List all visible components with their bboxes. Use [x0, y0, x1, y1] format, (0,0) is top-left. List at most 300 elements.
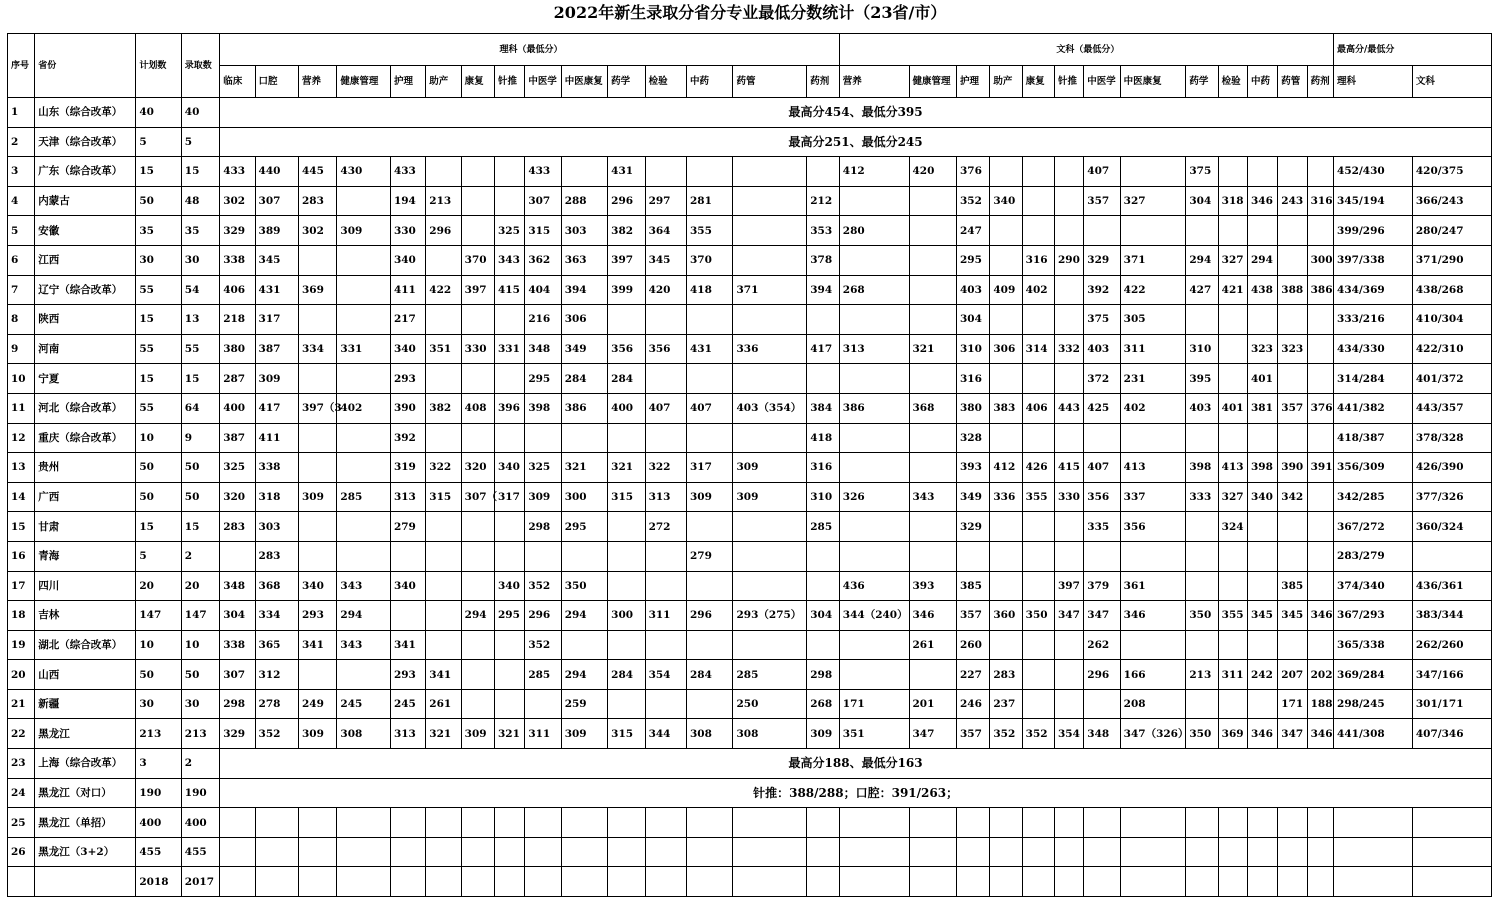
- arts-score: 344（240）: [839, 601, 909, 631]
- science-score: 341: [299, 630, 337, 660]
- arts-score: [956, 541, 989, 571]
- science-score: 279: [686, 541, 732, 571]
- arts-score: 409: [990, 275, 1022, 305]
- science-score: [525, 541, 561, 571]
- maxmin-score: 301/171: [1412, 689, 1491, 719]
- header-science-major: 药学: [608, 66, 645, 98]
- science-score: 217: [390, 305, 425, 335]
- science-score: 311: [525, 719, 561, 749]
- science-score: [461, 364, 494, 394]
- arts-score: [909, 186, 956, 216]
- arts-score: 340: [990, 186, 1022, 216]
- arts-score: 346: [909, 601, 956, 631]
- arts-score: [1022, 186, 1054, 216]
- row-admit: 50: [181, 660, 219, 690]
- science-score: [608, 512, 645, 542]
- science-score: 345: [645, 245, 686, 275]
- arts-score: [990, 541, 1022, 571]
- arts-score: [839, 245, 909, 275]
- arts-score: 357: [956, 719, 989, 749]
- maxmin-score: [1412, 867, 1491, 897]
- table-row: [8, 837, 1492, 867]
- science-score: 307（: [461, 482, 494, 512]
- science-score: [733, 186, 807, 216]
- science-score: [525, 808, 561, 838]
- science-score: 340: [390, 571, 425, 601]
- science-score: 343: [337, 630, 391, 660]
- arts-score: 330: [1054, 482, 1083, 512]
- row-plan: 30: [136, 245, 181, 275]
- science-score: 362: [525, 245, 561, 275]
- science-score: [807, 867, 840, 897]
- arts-score: 427: [1186, 275, 1218, 305]
- arts-score: 294: [1186, 245, 1218, 275]
- science-score: [686, 630, 732, 660]
- header-seq: 序号: [8, 34, 35, 98]
- science-score: 294: [561, 660, 607, 690]
- arts-score: [909, 660, 956, 690]
- arts-score: 316: [1307, 186, 1333, 216]
- science-score: 315: [608, 482, 645, 512]
- row-summary: 针推：388/288；口腔：391/263；: [220, 778, 1492, 808]
- science-score: [337, 275, 391, 305]
- science-score: 283: [299, 186, 337, 216]
- arts-score: [1186, 512, 1218, 542]
- maxmin-score: 314/284: [1334, 364, 1413, 394]
- table-row: [8, 127, 1492, 157]
- arts-score: 401: [1247, 364, 1277, 394]
- maxmin-score: 374/340: [1334, 571, 1413, 601]
- arts-score: 383: [990, 393, 1022, 423]
- table-row: [8, 541, 1492, 571]
- maxmin-score: 367/293: [1334, 601, 1413, 631]
- science-score: 349: [561, 334, 607, 364]
- arts-score: [1307, 305, 1333, 335]
- row-plan: 2018: [136, 867, 181, 897]
- science-score: [461, 541, 494, 571]
- science-score: 325: [220, 453, 255, 483]
- science-score: [337, 660, 391, 690]
- row-plan: 213: [136, 719, 181, 749]
- science-score: [299, 837, 337, 867]
- arts-score: [1186, 808, 1218, 838]
- science-score: 296: [525, 601, 561, 631]
- science-score: [645, 689, 686, 719]
- table-row: [8, 98, 1492, 128]
- arts-score: 349: [956, 482, 989, 512]
- row-plan: 10: [136, 423, 181, 453]
- arts-score: [990, 157, 1022, 187]
- science-score: 329: [220, 216, 255, 246]
- row-plan: 55: [136, 393, 181, 423]
- science-score: 348: [525, 334, 561, 364]
- arts-score: [839, 808, 909, 838]
- header-science-major: 临床: [220, 66, 255, 98]
- arts-score: 426: [1022, 453, 1054, 483]
- arts-score: 436: [839, 571, 909, 601]
- arts-score: [909, 364, 956, 394]
- arts-score: 407: [1084, 157, 1120, 187]
- header-science-major: 中药: [686, 66, 732, 98]
- arts-score: [1278, 245, 1307, 275]
- table-row: [8, 749, 1492, 779]
- science-score: 298: [525, 512, 561, 542]
- row-province: 宁夏: [35, 364, 136, 394]
- arts-score: 360: [990, 601, 1022, 631]
- maxmin-score: 399/296: [1334, 216, 1413, 246]
- row-admit: 9: [181, 423, 219, 453]
- arts-score: [1120, 630, 1186, 660]
- table-row: [8, 364, 1492, 394]
- science-score: 307: [220, 660, 255, 690]
- science-score: 295: [495, 601, 525, 631]
- arts-score: 202: [1307, 660, 1333, 690]
- arts-score: [1307, 867, 1333, 897]
- arts-score: 390: [1278, 453, 1307, 483]
- science-score: [525, 423, 561, 453]
- arts-score: 166: [1120, 660, 1186, 690]
- arts-score: [990, 630, 1022, 660]
- table-row: [8, 186, 1492, 216]
- arts-score: 346: [1120, 601, 1186, 631]
- science-score: [561, 423, 607, 453]
- science-score: 399: [608, 275, 645, 305]
- arts-score: [909, 423, 956, 453]
- science-score: 249: [299, 689, 337, 719]
- arts-score: [1022, 305, 1054, 335]
- science-score: 321: [561, 453, 607, 483]
- science-score: [390, 601, 425, 631]
- header-province: 省份: [35, 34, 136, 98]
- science-score: 302: [299, 216, 337, 246]
- science-score: [686, 157, 732, 187]
- row-province: 四川: [35, 571, 136, 601]
- science-score: 284: [686, 660, 732, 690]
- arts-score: 388: [1278, 275, 1307, 305]
- arts-score: 438: [1247, 275, 1277, 305]
- arts-score: 386: [839, 393, 909, 423]
- maxmin-score: 426/390: [1412, 453, 1491, 483]
- arts-score: [1247, 423, 1277, 453]
- row-plan: 50: [136, 186, 181, 216]
- science-score: [733, 808, 807, 838]
- maxmin-score: 283/279: [1334, 541, 1413, 571]
- arts-score: [1186, 689, 1218, 719]
- science-score: [495, 867, 525, 897]
- header-arts-major: 健康管理: [909, 66, 956, 98]
- science-score: 268: [807, 689, 840, 719]
- arts-score: [1022, 689, 1054, 719]
- arts-score: [1247, 837, 1277, 867]
- arts-score: 345: [1247, 601, 1277, 631]
- arts-score: 300: [1307, 245, 1333, 275]
- science-score: [337, 512, 391, 542]
- science-score: [807, 571, 840, 601]
- arts-score: [1278, 541, 1307, 571]
- science-score: 309: [299, 482, 337, 512]
- arts-score: 352: [956, 186, 989, 216]
- science-score: 355: [686, 216, 732, 246]
- arts-score: [1022, 660, 1054, 690]
- arts-score: [1218, 541, 1247, 571]
- science-score: [299, 453, 337, 483]
- row-plan: 190: [136, 778, 181, 808]
- row-seq: 13: [8, 453, 35, 483]
- science-score: 294: [461, 601, 494, 631]
- row-admit: 30: [181, 245, 219, 275]
- maxmin-score: 422/310: [1412, 334, 1491, 364]
- science-score: [733, 837, 807, 867]
- arts-score: [839, 512, 909, 542]
- science-score: [461, 157, 494, 187]
- science-score: 352: [525, 630, 561, 660]
- arts-score: 207: [1278, 660, 1307, 690]
- arts-score: [990, 571, 1022, 601]
- arts-score: [1307, 216, 1333, 246]
- arts-score: 260: [956, 630, 989, 660]
- science-score: 392: [390, 423, 425, 453]
- maxmin-score: 347/166: [1412, 660, 1491, 690]
- science-score: [337, 541, 391, 571]
- science-score: [426, 245, 461, 275]
- arts-score: [1022, 808, 1054, 838]
- science-score: [686, 571, 732, 601]
- science-score: 369: [299, 275, 337, 305]
- science-score: 387: [220, 423, 255, 453]
- header-maxmin: 文科: [1412, 66, 1491, 98]
- header-arts-major: 药剂: [1307, 66, 1333, 98]
- row-seq: 12: [8, 423, 35, 453]
- science-score: 308: [337, 719, 391, 749]
- science-score: 334: [255, 601, 298, 631]
- arts-score: [1307, 808, 1333, 838]
- science-score: 411: [255, 423, 298, 453]
- arts-score: 280: [839, 216, 909, 246]
- row-province: 黑龙江（单招）: [35, 808, 136, 838]
- science-score: 315: [525, 216, 561, 246]
- row-plan: 455: [136, 837, 181, 867]
- arts-score: [1307, 541, 1333, 571]
- science-score: 344: [645, 719, 686, 749]
- science-score: 325: [495, 216, 525, 246]
- arts-score: [1278, 867, 1307, 897]
- science-score: [645, 541, 686, 571]
- row-admit: 13: [181, 305, 219, 335]
- science-score: [337, 305, 391, 335]
- row-seq: 5: [8, 216, 35, 246]
- row-province: 重庆（综合改革）: [35, 423, 136, 453]
- header-science-major: 中医学: [525, 66, 561, 98]
- science-score: 285: [525, 660, 561, 690]
- arts-score: 290: [1054, 245, 1083, 275]
- science-score: 303: [255, 512, 298, 542]
- arts-score: [1186, 216, 1218, 246]
- arts-score: 310: [956, 334, 989, 364]
- header-arts-major: 营养: [839, 66, 909, 98]
- science-score: 284: [608, 660, 645, 690]
- row-province: 山东（综合改革）: [35, 98, 136, 128]
- arts-score: [1247, 630, 1277, 660]
- science-score: 445: [299, 157, 337, 187]
- science-score: [733, 867, 807, 897]
- row-province: 黑龙江: [35, 719, 136, 749]
- arts-score: 380: [956, 393, 989, 423]
- arts-score: [1022, 364, 1054, 394]
- science-score: [299, 364, 337, 394]
- row-seq: 8: [8, 305, 35, 335]
- arts-score: [1084, 867, 1120, 897]
- row-plan: 50: [136, 660, 181, 690]
- header-maxmin-group: 最高分/最低分: [1334, 34, 1492, 66]
- arts-score: 268: [839, 275, 909, 305]
- row-seq: 6: [8, 245, 35, 275]
- arts-score: [1247, 512, 1277, 542]
- arts-score: 375: [1186, 157, 1218, 187]
- arts-score: 327: [1218, 482, 1247, 512]
- arts-score: 352: [990, 719, 1022, 749]
- arts-score: 413: [1120, 453, 1186, 483]
- science-score: 309: [733, 453, 807, 483]
- science-score: [495, 364, 525, 394]
- row-plan: 35: [136, 216, 181, 246]
- arts-score: 392: [1084, 275, 1120, 305]
- arts-score: [1218, 305, 1247, 335]
- science-score: [426, 423, 461, 453]
- arts-score: [839, 837, 909, 867]
- arts-score: [1186, 571, 1218, 601]
- science-score: 317: [255, 305, 298, 335]
- arts-score: [1247, 305, 1277, 335]
- row-plan: 15: [136, 157, 181, 187]
- science-score: [495, 305, 525, 335]
- science-score: 317: [686, 453, 732, 483]
- science-score: 330: [390, 216, 425, 246]
- row-seq: 19: [8, 630, 35, 660]
- science-score: [255, 837, 298, 867]
- science-score: [733, 630, 807, 660]
- science-score: [686, 364, 732, 394]
- arts-score: [839, 867, 909, 897]
- arts-score: [1247, 808, 1277, 838]
- science-score: 365: [255, 630, 298, 660]
- row-seq: 26: [8, 837, 35, 867]
- science-score: 297: [645, 186, 686, 216]
- row-admit: 15: [181, 157, 219, 187]
- science-score: [390, 867, 425, 897]
- row-seq: 11: [8, 393, 35, 423]
- row-seq: 16: [8, 541, 35, 571]
- arts-score: 316: [956, 364, 989, 394]
- arts-score: 355: [1218, 601, 1247, 631]
- science-score: 298: [220, 689, 255, 719]
- row-plan: 40: [136, 98, 181, 128]
- arts-score: [1054, 689, 1083, 719]
- science-score: [525, 837, 561, 867]
- science-score: 322: [426, 453, 461, 483]
- arts-score: [1247, 216, 1277, 246]
- arts-score: [990, 216, 1022, 246]
- table-row: [8, 778, 1492, 808]
- science-score: 407: [645, 393, 686, 423]
- row-seq: 15: [8, 512, 35, 542]
- header-science-major: 康复: [461, 66, 494, 98]
- science-score: 331: [337, 334, 391, 364]
- science-score: [495, 512, 525, 542]
- science-score: 308: [686, 719, 732, 749]
- arts-score: [1218, 334, 1247, 364]
- science-score: 340: [495, 453, 525, 483]
- arts-score: 227: [956, 660, 989, 690]
- header-science-major: 药剂: [807, 66, 840, 98]
- science-score: [337, 245, 391, 275]
- science-score: 397（3: [299, 393, 337, 423]
- table-row: [8, 689, 1492, 719]
- science-score: [686, 512, 732, 542]
- science-score: [337, 837, 391, 867]
- arts-score: [1278, 157, 1307, 187]
- arts-score: 372: [1084, 364, 1120, 394]
- science-score: 341: [426, 660, 461, 690]
- science-score: [495, 689, 525, 719]
- arts-score: 318: [1218, 186, 1247, 216]
- arts-score: 351: [839, 719, 909, 749]
- arts-score: 213: [1186, 660, 1218, 690]
- row-admit: 64: [181, 393, 219, 423]
- arts-score: 306: [990, 334, 1022, 364]
- science-score: [733, 157, 807, 187]
- header-science-major: 中医康复: [561, 66, 607, 98]
- arts-score: [990, 423, 1022, 453]
- table-row: [8, 305, 1492, 335]
- science-score: 400: [608, 393, 645, 423]
- science-score: [561, 630, 607, 660]
- arts-score: 379: [1084, 571, 1120, 601]
- arts-score: 355: [1022, 482, 1054, 512]
- science-score: [337, 867, 391, 897]
- science-score: 296: [426, 216, 461, 246]
- header-plan: 计划数: [136, 34, 181, 98]
- science-score: 329: [220, 719, 255, 749]
- table-row: [8, 719, 1492, 749]
- science-score: 363: [561, 245, 607, 275]
- arts-score: [1022, 423, 1054, 453]
- science-score: [733, 571, 807, 601]
- science-score: [495, 541, 525, 571]
- maxmin-score: [1412, 837, 1491, 867]
- arts-score: [1186, 541, 1218, 571]
- table-row: [8, 867, 1492, 897]
- arts-score: 420: [909, 157, 956, 187]
- arts-score: 231: [1120, 364, 1186, 394]
- arts-score: [1218, 571, 1247, 601]
- arts-score: 403: [1084, 334, 1120, 364]
- header-arts-group: 文科（最低分）: [839, 34, 1333, 66]
- arts-score: [1054, 423, 1083, 453]
- maxmin-score: 298/245: [1334, 689, 1413, 719]
- arts-score: 246: [956, 689, 989, 719]
- maxmin-score: 410/304: [1412, 305, 1491, 335]
- science-score: 309: [561, 719, 607, 749]
- science-score: [645, 808, 686, 838]
- header-science-major: 检验: [645, 66, 686, 98]
- science-score: [461, 423, 494, 453]
- row-admit: 15: [181, 512, 219, 542]
- maxmin-score: 401/372: [1412, 364, 1491, 394]
- science-score: [426, 512, 461, 542]
- arts-score: [839, 541, 909, 571]
- science-score: [461, 867, 494, 897]
- science-score: [807, 364, 840, 394]
